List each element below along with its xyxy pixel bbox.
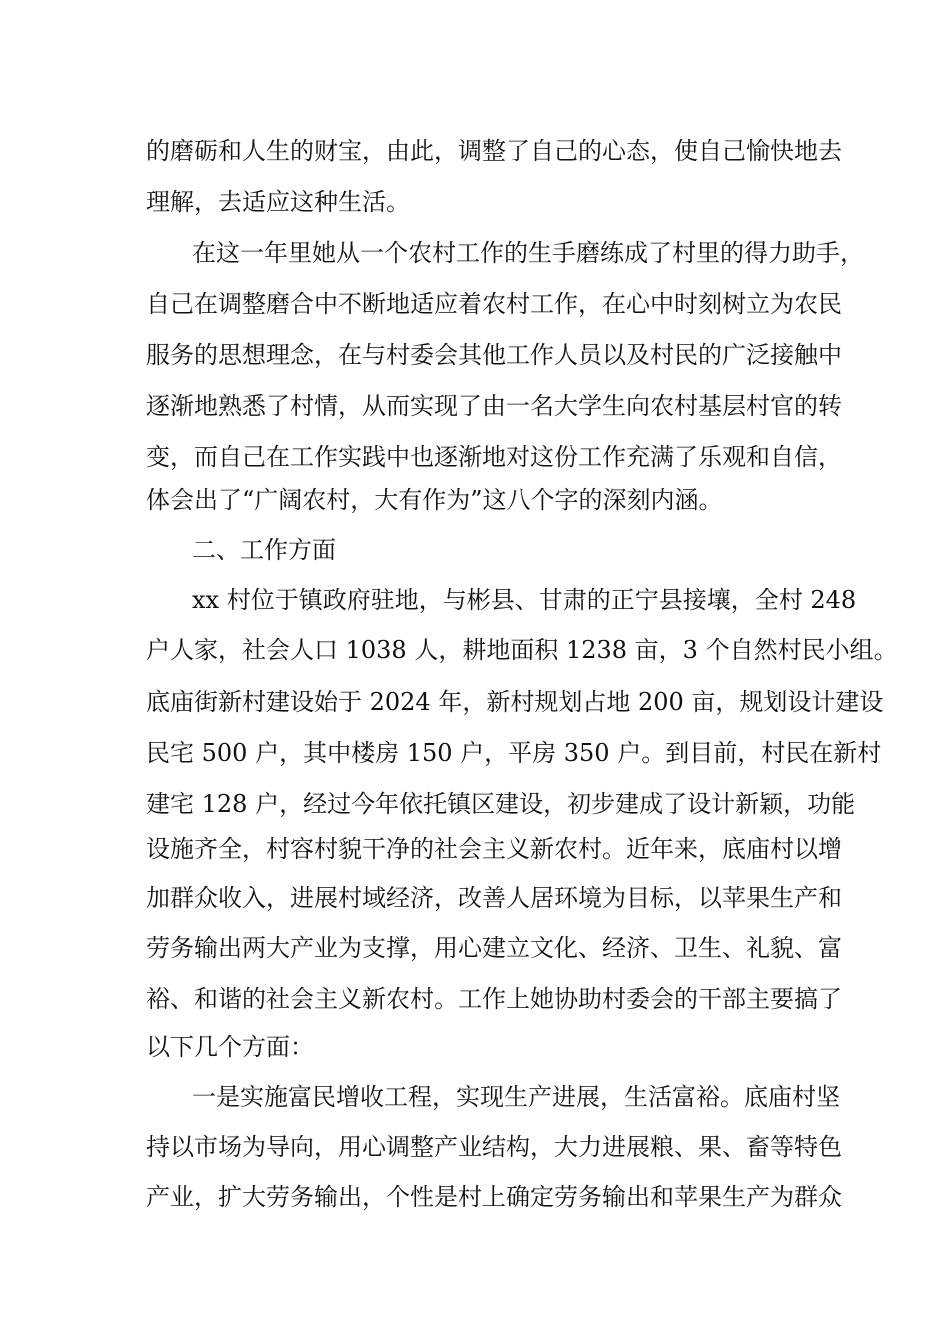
text-line: 设施齐全，村容村貌干净的社会主义新农村。近年来，底庙村以增: [146, 835, 842, 863]
section-heading: 二、工作方面: [192, 536, 336, 564]
paragraph-first-line: 一是实施富民增收工程，实现生产进展，生活富裕。底庙村坚: [192, 1083, 840, 1111]
text-line: 变，而自己在工作实践中也逐渐地对这份工作充满了乐观和自信，: [146, 443, 842, 471]
text-line: 自己在调整磨合中不断地适应着农村工作，在心中时刻树立为农民: [146, 290, 842, 318]
text-line: 建宅 128 户，经过今年依托镇区建设，初步建成了设计新颖，功能: [146, 790, 856, 818]
text-line: 产业，扩大劳务输出，个性是村上确定劳务输出和苹果生产为群众: [146, 1183, 842, 1211]
text-line: 底庙街新村建设始于 2024 年，新村规划占地 200 亩，规划设计建设: [146, 688, 884, 716]
text-line: 体会出了“广阔农村，大有作为”这八个字的深刻内涵。: [146, 486, 723, 514]
text-line: 的磨砺和人生的财宝，由此，调整了自己的心态，使自己愉快地去: [146, 137, 842, 165]
text-line: 加群众收入，进展村域经济，改善人居环境为目标，以苹果生产和: [146, 884, 842, 912]
paragraph-first-line: 在这一年里她从一个农村工作的生手磨练成了村里的得力助手，: [192, 239, 864, 267]
text-line: 裕、和谐的社会主义新农村。工作上她协助村委会的干部主要搞了: [146, 985, 842, 1013]
paragraph-first-line: xx 村位于镇政府驻地，与彬县、甘肃的正宁县接壤，全村 248: [192, 586, 857, 614]
text-line: 户人家，社会人口 1038 人，耕地面积 1238 亩，3 个自然村民小组。: [146, 636, 898, 664]
text-line: 服务的思想理念，在与村委会其他工作人员以及村民的广泛接触中: [146, 341, 842, 369]
text-line: 以下几个方面：: [146, 1033, 314, 1061]
text-line: 逐渐地熟悉了村情，从而实现了由一名大学生向农村基层村官的转: [146, 392, 842, 420]
text-line: 理解，去适应这种生活。: [146, 188, 410, 216]
text-line: 劳务输出两大产业为支撑，用心建立文化、经济、卫生、礼貌、富: [146, 934, 842, 962]
text-line: 持以市场为导向，用心调整产业结构，大力进展粮、果、畜等特色: [146, 1133, 842, 1161]
text-line: 民宅 500 户，其中楼房 150 户，平房 350 户。到目前，村民在新村: [146, 739, 882, 767]
